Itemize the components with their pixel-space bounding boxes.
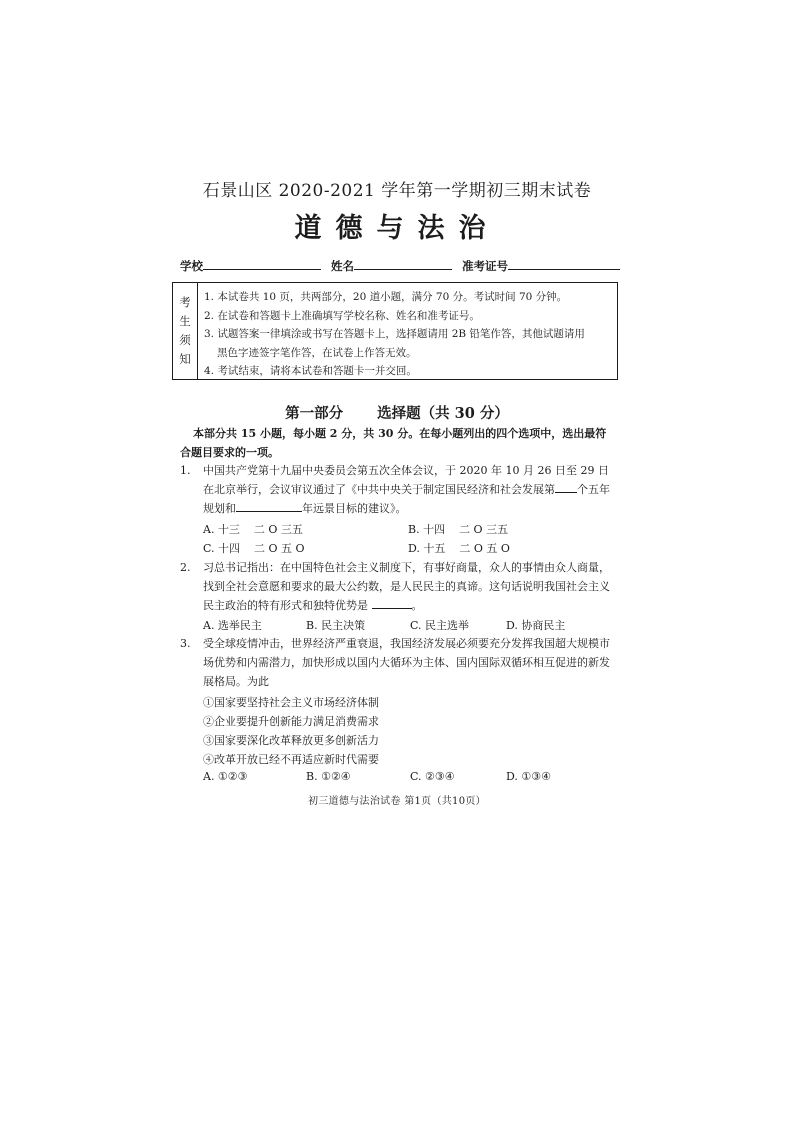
question-1 (180, 461, 616, 518)
question-3 (180, 634, 616, 691)
school-label: 学校 (180, 259, 203, 273)
option-b: B. ①②④ (306, 770, 351, 783)
candidate-notice-box (172, 282, 618, 380)
option-b: B. 十四 二 O 三五 (408, 523, 509, 536)
notice-item: 1. 本试卷共 10 页，共两部分，20 道小题，满分 70 分。考试时间 70 分钟。 (204, 291, 568, 303)
school-blank (203, 258, 321, 270)
question-stem-text: 习总书记指出：在中国特色社会主义制度下，有事好商量，众人的事情由众人商量，找到全社会意愿和要求的最大公约数，是人民民主的真谛。这句话说明我国社会主义民主政治的特有形式和独特优势是 (203, 561, 610, 612)
question-stem-text: 中国共产党第十九届中央委员会第五次全体会议，于 2020 年 10 月 26 日至 29 日在北京举行，会议审议通过了《中共中央关于制定国民经济和社会发展第 (203, 464, 609, 496)
option-a: A. 选举民主 (203, 619, 262, 632)
notice-item: 4. 考试结束，请将本试卷和答题卡一并交回。 (204, 365, 417, 377)
section-part: 第一部分 (285, 405, 344, 422)
section-title (0, 402, 794, 423)
option-d: D. 协商民主 (506, 619, 566, 632)
name-blank (354, 258, 452, 270)
page-footer: 初三道德与法治试卷 第1页（共10页） (308, 796, 486, 807)
section-intro: 本部分共 15 小题，每小题 2 分，共 30 分。在每小题列出的四个选项中，选出最符合题目要求的一项。 (180, 427, 607, 459)
question-stem-text: 年远景目标的建议》。 (302, 502, 407, 515)
option-d: D. 十五 二 O 五 O (408, 542, 510, 555)
option-c: C. 民主选举 (410, 619, 470, 632)
answer-blank (555, 480, 577, 493)
answer-blank (236, 499, 302, 512)
answer-blank (372, 596, 412, 609)
question-stem: 受全球疫情冲击，世界经济严重衰退，我国经济发展必须要充分发挥我国超大规模市场优势和内需潜力，加快形成以国内大循环为主体、国内国际双循环相互促进的新发展格局。为此 (203, 637, 610, 688)
exam-header-title: 石景山区 2020-2021 学年第一学期初三期末试卷 (202, 181, 592, 201)
notice-item: 黑色字迹签字笔作答，在试卷上作答无效。 (217, 346, 417, 359)
notice-items (204, 288, 614, 381)
question-number: 3. (180, 637, 191, 650)
option-c: C. ②③④ (410, 770, 455, 783)
student-info-line (180, 258, 620, 274)
option-d: D. ①③④ (506, 770, 552, 783)
option-b: B. 民主决策 (306, 619, 366, 632)
statement-item: ②企业要提升创新能力满足消费需求 (203, 715, 379, 728)
option-a: A. ①②③ (203, 770, 248, 783)
notice-item: 2. 在试卷和答题卡上准确填写学校名称、姓名和准考证号。 (204, 309, 480, 322)
question-stem (180, 558, 616, 615)
question-stem-text: 。 (411, 599, 423, 612)
statement-item: ④改革开放已经不再适应新时代需要 (203, 753, 379, 766)
notice-label-char: 知 (179, 352, 191, 366)
question-number: 2. (180, 561, 191, 574)
question-stem-text: 个五年规划和 (203, 483, 610, 515)
notice-label-char: 须 (179, 333, 191, 347)
question-2 (180, 558, 616, 615)
question-number: 1. (180, 464, 191, 477)
exam-id-blank (508, 258, 620, 270)
notice-label-char: 考 (179, 295, 191, 309)
notice-label (173, 283, 198, 379)
option-c: C. 十四 二 O 五 O (203, 542, 305, 555)
notice-item: 3. 试题答案一律填涂或书写在答题卡上，选择题请用 2B 铅笔作答，其他试题请用 (204, 328, 585, 340)
notice-label-char: 生 (179, 314, 191, 328)
statement-item: ③国家要深化改革释放更多创新活力 (203, 734, 379, 747)
name-label: 姓名 (331, 259, 355, 273)
statement-item: ①国家要坚持社会主义市场经济体制 (203, 696, 379, 709)
option-a: A. 十三 二 O 三五 (203, 523, 303, 536)
exam-id-label: 准考证号 (462, 259, 509, 273)
question-stem (180, 461, 616, 518)
subject-title: 道德与法治 (294, 213, 500, 244)
section-name: 选择题（共 30 分） (377, 405, 509, 422)
